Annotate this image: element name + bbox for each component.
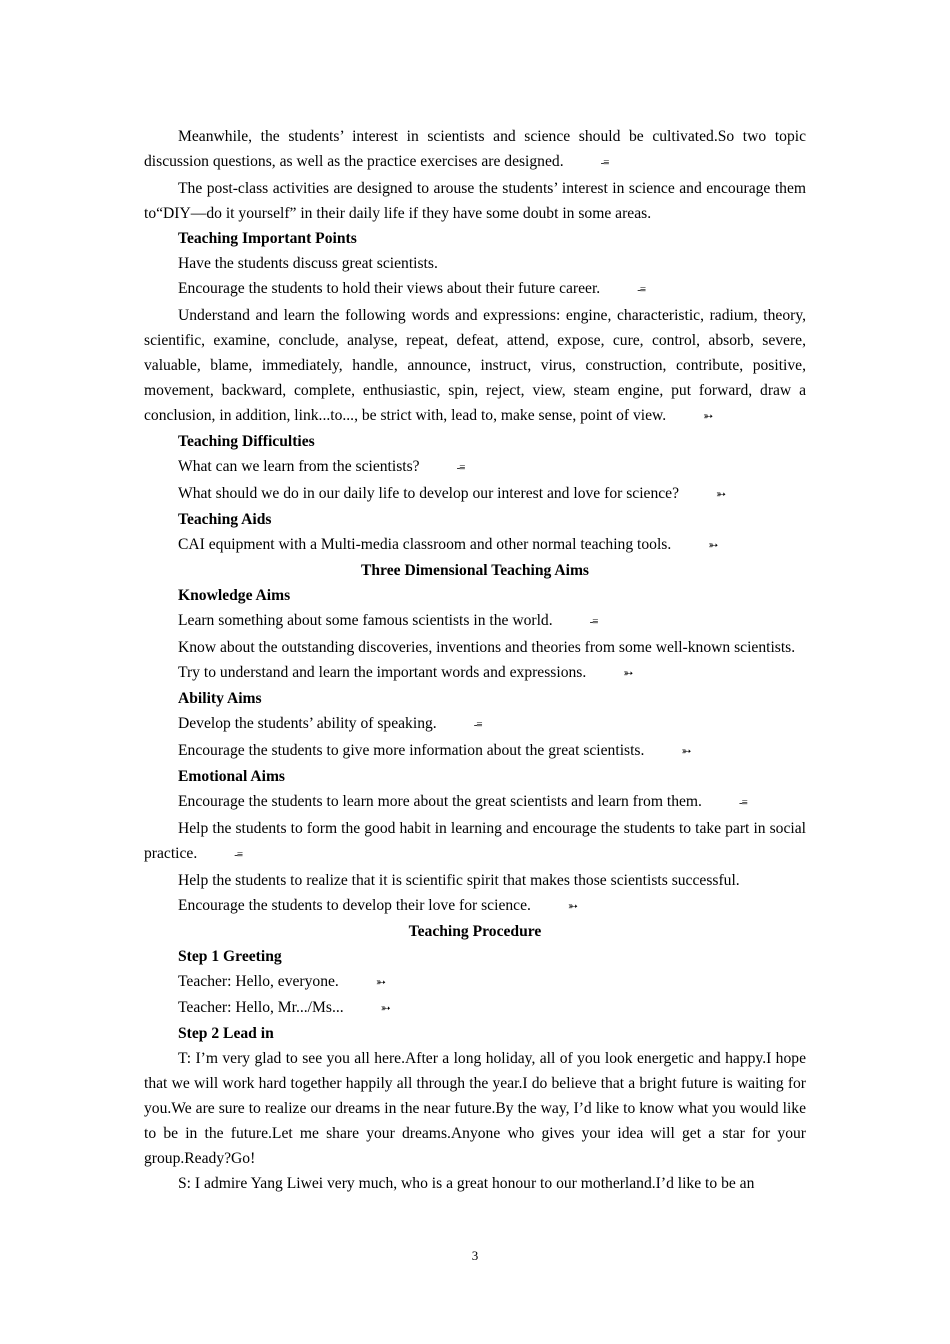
paragraph-text: Teaching Difficulties — [178, 433, 315, 450]
paragraph — [144, 969, 806, 995]
paragraph — [144, 481, 806, 507]
paragraph-text: Have the students discuss great scientists. — [178, 255, 438, 272]
paragraph — [144, 660, 806, 686]
paragraph-text: Step 2 Lead in — [178, 1025, 274, 1042]
arrow-mark-icon: ➳ — [703, 409, 714, 423]
paragraph-text: Ability Aims — [178, 690, 262, 707]
paragraph-mark-icon: -≡ — [589, 616, 598, 628]
paragraph — [144, 276, 806, 303]
document-body — [144, 124, 806, 1196]
paragraph — [144, 176, 806, 226]
paragraph-text: Help the students to form the good habit in learning and encourage the students to take part in social practice. — [144, 820, 806, 862]
paragraph-text: Help the students to realize that it is scientific spirit that makes those scientists successful. — [178, 872, 740, 889]
paragraph — [144, 816, 806, 868]
paragraph-text: Understand and learn the following words and expressions: engine, characteristic, radium, theory, scientific, examine, conclude, analyse, repeat, defeat, attend, expose, cure, control, absorb, severe, valuable, blame, immediately, handle, announce, instruct, virus, construction, contribute, positive, movement, backward, complete, enthusiastic, spin, reject, view, steam engine, put forward, draw a conclusion, in addition, link...to..., be strict with, lead to, make sense, point of view. — [144, 307, 806, 424]
arrow-mark-icon: ➳ — [681, 744, 692, 758]
paragraph-mark-icon: -≡ — [600, 157, 609, 169]
paragraph-text: Three Dimensional Teaching Aims — [360, 562, 590, 579]
paragraph — [144, 608, 806, 635]
paragraph-text: Teaching Procedure — [408, 923, 542, 940]
paragraph-mark-icon: -≡ — [234, 849, 243, 861]
paragraph — [144, 1171, 806, 1196]
section-heading — [144, 1021, 806, 1046]
paragraph-text: Encourage the students to learn more about the great scientists and learn from them. — [178, 793, 702, 810]
paragraph-text: The post-class activities are designed to arouse the students’ interest in science and encourage them to“DIY—do it yourself” in their daily life if they have some doubt in some areas. — [144, 180, 806, 222]
arrow-mark-icon: ➳ — [380, 1001, 391, 1015]
paragraph-mark-icon: -≡ — [473, 719, 482, 731]
paragraph-text: Teaching Important Points — [178, 230, 357, 247]
paragraph-text: CAI equipment with a Multi-media classroom and other normal teaching tools. — [178, 536, 672, 553]
paragraph-text: Develop the students’ ability of speaking. — [178, 715, 437, 732]
section-heading — [144, 429, 806, 454]
paragraph-text: Learn something about some famous scientists in the world. — [178, 612, 553, 629]
paragraph — [144, 124, 806, 176]
paragraph-text: Encourage the students to give more information about the great scientists. — [178, 742, 645, 759]
section-heading — [144, 507, 806, 532]
section-heading — [144, 764, 806, 789]
paragraph-text: Teaching Aids — [178, 511, 272, 528]
section-heading — [144, 226, 806, 251]
paragraph — [144, 251, 806, 276]
paragraph-text: What should we do in our daily life to develop our interest and love for science? — [178, 485, 680, 502]
paragraph — [144, 303, 806, 429]
arrow-mark-icon: ➳ — [375, 975, 386, 989]
paragraph — [144, 532, 806, 558]
paragraph-mark-icon: -≡ — [738, 797, 747, 809]
paragraph-text: S: I admire Yang Liwei very much, who is a great honour to our motherland.I’d like to be an — [178, 1175, 755, 1192]
paragraph-text: Knowledge Aims — [178, 587, 291, 604]
section-heading — [144, 686, 806, 711]
paragraph-text: What can we learn from the scientists? — [178, 458, 420, 475]
paragraph-text: Know about the outstanding discoveries, inventions and theories from some well-known scientists. — [178, 639, 796, 656]
paragraph — [144, 711, 806, 738]
centered-heading — [144, 919, 806, 944]
paragraph-text: Teacher: Hello, Mr.../Ms... — [178, 999, 344, 1016]
paragraph-text: Try to understand and learn the important words and expressions. — [178, 664, 587, 681]
paragraph-text: Encourage the students to hold their views about their future career. — [178, 280, 601, 297]
paragraph — [144, 868, 806, 893]
arrow-mark-icon: ➳ — [623, 666, 634, 680]
paragraph-text: Encourage the students to develop their love for science. — [178, 897, 531, 914]
paragraph — [144, 454, 806, 481]
paragraph-mark-icon: -≡ — [637, 284, 646, 296]
paragraph-text: Step 1 Greeting — [178, 948, 282, 965]
arrow-mark-icon: ➳ — [716, 487, 727, 501]
paragraph — [144, 995, 806, 1021]
paragraph — [144, 738, 806, 764]
arrow-mark-icon: ➳ — [708, 538, 719, 552]
paragraph-text: Emotional Aims — [178, 768, 286, 785]
page-number: 3 — [471, 1248, 479, 1263]
paragraph-text: T: I’m very glad to see you all here.After a long holiday, all of you look energetic and happy.I hope that we will work hard together happily all through the year.I do believe that a bright future is waiting for you.We are sure to realize our dreams in the near future.By the way, I’d like to know what you would like to be in the future.Let me share your dreams.Anyone who gives your idea will get a star for your group.Ready?Go! — [144, 1050, 806, 1167]
paragraph — [144, 893, 806, 919]
centered-heading — [144, 558, 806, 583]
paragraph-mark-icon: -≡ — [456, 462, 465, 474]
arrow-mark-icon: ➳ — [567, 899, 578, 913]
paragraph — [144, 789, 806, 816]
section-heading — [144, 944, 806, 969]
paragraph — [144, 635, 806, 660]
section-heading — [144, 583, 806, 608]
paragraph — [144, 1046, 806, 1171]
paragraph-text: Meanwhile, the students’ interest in scientists and science should be cultivated.So two topic discussion questions, as well as the practice exercises are designed. — [144, 128, 806, 170]
paragraph-text: Teacher: Hello, everyone. — [178, 973, 339, 990]
